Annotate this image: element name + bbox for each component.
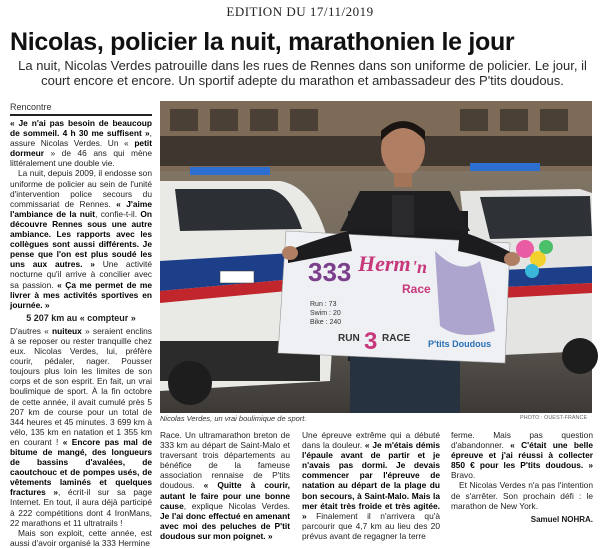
banner-race-word: RACE: [382, 333, 411, 344]
paragraph: Race. Un ultramarathon breton de 333 km au départ de Saint-Malo et traversant trois départements au bénéfice de la fameuse association rennaise de P'tits doudous. « Quitte à courir, autant le faire pour une bonne cause, explique Nicolas Verdes. Je l'ai donc effectué en amenant avec moi des peluches de P'tit doudous sur mon poignet. »: [160, 430, 290, 541]
author-signature: Samuel NOHRA.: [530, 515, 593, 524]
article-column-3: [302, 430, 440, 541]
edition-date: EDITION DU 17/11/2019: [226, 4, 374, 19]
banner-brand: P'tits Doudous: [428, 339, 492, 349]
banner-run-word: RUN: [338, 333, 360, 344]
banner-title-word: Herm: [358, 251, 411, 276]
paragraph: « Je n'ai pas besoin de beaucoup de sommeil. 4 h 30 me suffisent », assure Nicolas Verdes. Un « petit dormeur » de 46 ans qui mène littéralement une double vie.: [10, 118, 152, 169]
article-column-2: [160, 430, 290, 541]
banner-stat-bike: Bike : 240: [310, 319, 342, 326]
article-photo: [160, 101, 592, 413]
article-column-1: [10, 118, 152, 548]
headline: Nicolas, policier la nuit, marathonien le jour: [10, 28, 515, 56]
subheading: 5 207 km au « compteur »: [26, 312, 136, 323]
banner-stat-swim: Swim : 20: [310, 310, 341, 317]
paragraph: D'autres « nuiteux » seraient enclins à se reposer ou rester tranquille chez eux. Nicolas Verdes, lui, préfère courir, pédaler, nager. Pousser toujours plus loin les limites de son corps et de son esprit. En fait, un vrai boulimique de sport. À la fin octobre de cette année, il avait cumulé près 5 207 km de course pour un total de 344 heures et 45 minutes. 3 699 km à vélo, 135 km en natation et 1 355 km en courant ! « Encore pas mal de bitume de mangé, des longueurs de bassins d'avalées, de caoutchouc et de pompes usés, de vêtements laminés et quelques fractures », écrit-il sur sa page Internet. En tout, il aura déjà participé à 222 compétitions dont 4 IronMans, 22 marathons et 11 ultratrails !: [10, 325, 152, 528]
banner-title-number: 333: [308, 257, 352, 287]
banner-stat-run: Run : 73: [310, 301, 337, 308]
photo-credit: PHOTO : OUEST-FRANCE: [520, 415, 588, 421]
photo-illustration: [160, 101, 592, 413]
banner-race-label: Race: [402, 282, 431, 296]
photo-caption: Nicolas Verdes, un vrai boulimique de sport.: [160, 414, 307, 423]
paragraph: La nuit, depuis 2009, il endosse son uniforme de policier au sein de l'unité d'intervention police secours du commissariat de Rennes. « J'aime l'ambiance de la nuit, confie-t-il. On découvre Rennes sous une autre ambiance. Les rapports avec les collègues sont aussi différents. Je pense que l'on est plus soudé les uns aux autres. » Une activité nocturne qu'il arrive à concilier avec sa passion. « Ça me permet de me livrer à mes activités sportives en journée. »: [10, 168, 152, 310]
lead-paragraph: La nuit, Nicolas Verdes patrouille dans les rues de Rennes dans son uniforme de policier. Le jour, il court encore et encore. Un sportif adepte du marathon et ambassadeur des P'tits doudous.: [18, 58, 587, 88]
paragraph: Et Nicolas Verdes n'a pas l'intention de s'arrêter. Son prochain défi : le marathon de New York.: [451, 480, 593, 511]
paragraph: ferme. Mais pas question d'abandonner. « C'était une belle épreuve et j'ai réussi à collecter 850 € pour les P'tits doudous. » Bravo.: [451, 430, 593, 481]
banner-three: 3: [364, 328, 378, 355]
article-column-4: [451, 430, 593, 511]
section-rubric: Rencontre: [10, 102, 152, 116]
paragraph: Une épreuve extrême qui a débuté dans la douleur. « Je m'étais démis l'épaule avant de partir et je n'avais pas dormi. Je devais commencer par l'épreuve de natation au départ de la plage du bon secours, à Saint-Malo. Mais la mer était très froide et très agitée. » Finalement il n'arrivera qu'à parcourir que 4,7 km au lieu des 20 prévus avant de regagner la terre: [302, 430, 440, 541]
banner-title-suffix: 'n: [412, 257, 428, 277]
paragraph: Mais son exploit, cette année, est aussi d'avoir organisé la 333 Hermine: [10, 527, 152, 548]
